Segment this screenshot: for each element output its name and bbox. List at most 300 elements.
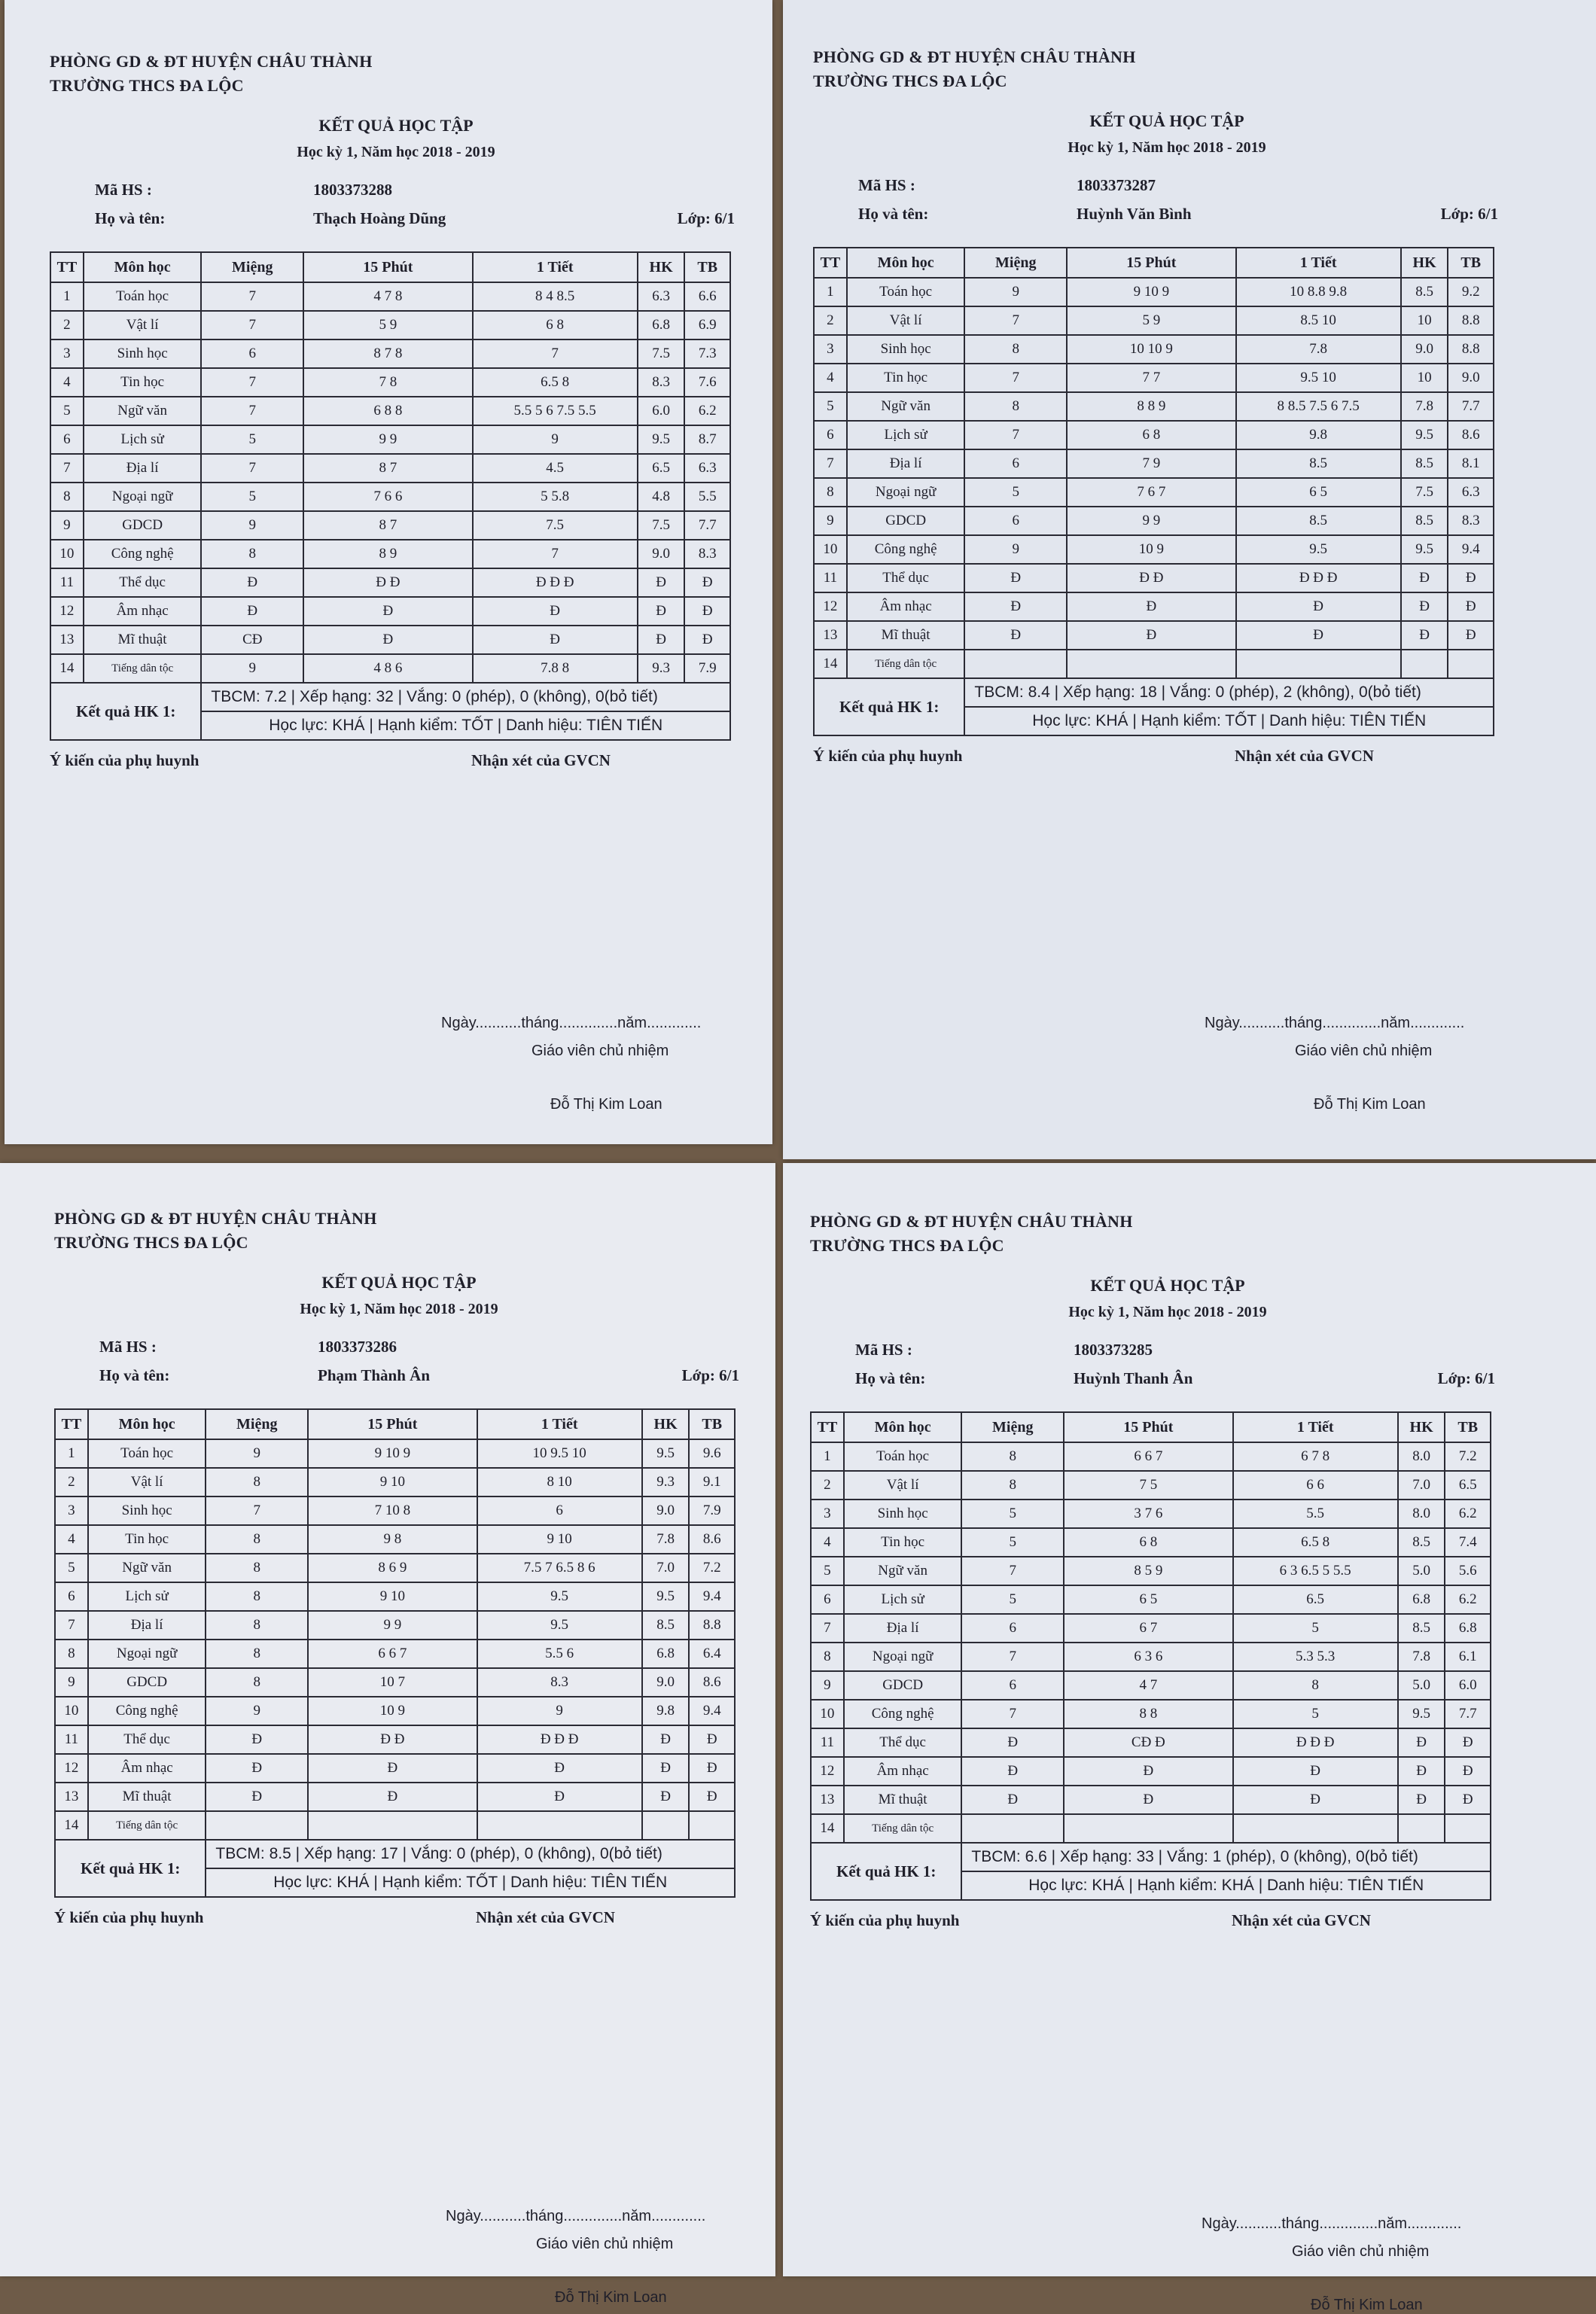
cell-subject: Sinh học: [844, 1500, 962, 1528]
report-card-sheet: [783, 0, 1596, 1159]
cell-subject: Lịch sử: [844, 1585, 962, 1614]
cell-oral: 5: [201, 483, 303, 511]
cell-hk: 8.3: [638, 368, 685, 397]
cell-oral: 7: [964, 306, 1067, 335]
table-row: [814, 449, 1494, 478]
class-label: Lớp: 6/1: [1437, 1369, 1495, 1387]
cell-hk: Đ: [1398, 1728, 1445, 1757]
cell-1period: 5.3 5.3: [1233, 1643, 1398, 1671]
cell-hk: 9.0: [638, 540, 685, 568]
cell-hk: 5.0: [1398, 1671, 1445, 1700]
comments-area: [54, 1908, 744, 1961]
cell-tb: [1448, 650, 1494, 678]
cell-hk: 8.0: [1398, 1442, 1445, 1471]
cell-15min: 8 8: [1064, 1700, 1232, 1728]
header-tb: TB: [1445, 1412, 1491, 1442]
cell-oral: Đ: [964, 621, 1067, 650]
cell-tb: 6.2: [1445, 1585, 1491, 1614]
cell-tb: 5.5: [684, 483, 730, 511]
table-row: [814, 507, 1494, 535]
cell-subject: Lịch sử: [847, 421, 965, 449]
cell-hk: 7.8: [1401, 392, 1448, 421]
table-row: [811, 1500, 1491, 1528]
header-subject: Môn học: [84, 252, 202, 282]
cell-15min: 4 7: [1064, 1671, 1232, 1700]
cell-tb: 8.8: [1448, 335, 1494, 364]
cell-1period: 9.5: [477, 1582, 642, 1611]
cell-hk: Đ: [642, 1783, 690, 1811]
cell-tb: [689, 1811, 735, 1840]
cell-subject: Toán học: [84, 282, 202, 311]
summary-line-2: Học lực: KHÁ | Hạnh kiểm: TỐT | Danh hiệu: TIÊN TIẾN: [964, 707, 1494, 735]
cell-1period: Đ: [473, 597, 638, 626]
teacher-role: Giáo viên chủ nhiệm: [531, 1043, 669, 1059]
table-row: [811, 1471, 1491, 1500]
cell-1period: 6 8: [473, 311, 638, 339]
teacher-name: Đỗ Thị Kim Loan: [550, 1096, 662, 1113]
table-row: [814, 306, 1494, 335]
table-row: [55, 1582, 735, 1611]
teacher-comment-label: Nhận xét của GVCN: [471, 751, 611, 769]
cell-1period: 6: [477, 1496, 642, 1525]
title-block: [813, 107, 1521, 160]
cell-1period: 6.5 8: [1233, 1528, 1398, 1557]
cell-subject: Tin học: [847, 364, 965, 392]
cell-hk: 9.5: [642, 1582, 690, 1611]
cell-15min: 9 10: [308, 1468, 477, 1496]
cell-oral: 8: [206, 1468, 308, 1496]
cell-15min: 7 6 6: [303, 483, 472, 511]
cell-tt: 9: [814, 507, 847, 535]
table-row: [55, 1439, 735, 1468]
cell-subject: Tin học: [88, 1525, 206, 1554]
student-id: 1803373287: [1077, 176, 1156, 194]
table-row: [50, 540, 730, 568]
cell-oral: 9: [201, 654, 303, 683]
cell-tb: 7.9: [689, 1496, 735, 1525]
cell-tt: 8: [811, 1643, 844, 1671]
student-id-label: Mã HS :: [99, 1338, 157, 1356]
cell-1period: Đ: [1236, 592, 1401, 621]
cell-hk: 8.5: [1401, 449, 1448, 478]
cell-15min: 6 8: [1067, 421, 1235, 449]
cell-subject: Địa lí: [84, 454, 202, 483]
cell-hk: 7.0: [1398, 1471, 1445, 1500]
cell-hk: 9.3: [642, 1468, 690, 1496]
cell-1period: Đ: [473, 626, 638, 654]
cell-15min: 7 7: [1067, 364, 1235, 392]
cell-1period: 8.5: [1236, 449, 1401, 478]
table-row: [814, 621, 1494, 650]
header-1period: 1 Tiết: [473, 252, 638, 282]
parent-opinion-label: Ý kiến của phụ huynh: [50, 751, 200, 769]
table-header-row: [55, 1409, 735, 1439]
cell-15min: 8 5 9: [1064, 1557, 1232, 1585]
cell-subject: Địa lí: [88, 1611, 206, 1640]
cell-tt: 7: [50, 454, 84, 483]
cell-1period: [1236, 650, 1401, 678]
cell-hk: 6.3: [638, 282, 685, 311]
student-id-label: Mã HS :: [95, 181, 152, 199]
cell-tb: 7.3: [684, 339, 730, 368]
cell-subject: Mĩ thuật: [88, 1783, 206, 1811]
cell-tb: Đ: [684, 568, 730, 597]
cell-tb: 6.6: [684, 282, 730, 311]
table-row: [814, 650, 1494, 678]
summary-row: [811, 1843, 1491, 1871]
table-row: [55, 1697, 735, 1725]
cell-1period: Đ: [1233, 1757, 1398, 1786]
cell-tb: Đ: [1445, 1728, 1491, 1757]
cell-1period: 5: [1233, 1700, 1398, 1728]
cell-tb: 7.2: [1445, 1442, 1491, 1471]
cell-oral: 7: [201, 454, 303, 483]
cell-tb: 8.6: [1448, 421, 1494, 449]
cell-1period: 8.3: [477, 1668, 642, 1697]
cell-tt: 12: [50, 597, 84, 626]
table-row: [55, 1611, 735, 1640]
cell-oral: 8: [206, 1525, 308, 1554]
cell-1period: 6 6: [1233, 1471, 1398, 1500]
grades-table: [810, 1411, 1491, 1901]
table-row: [811, 1757, 1491, 1786]
cell-oral: 5: [961, 1585, 1064, 1614]
cell-tb: 5.6: [1445, 1557, 1491, 1585]
department-name: PHÒNG GD & ĐT HUYỆN CHÂU THÀNH: [54, 1209, 377, 1228]
school-name: TRƯỜNG THCS ĐA LỘC: [54, 1233, 248, 1252]
table-row: [811, 1614, 1491, 1643]
cell-tb: Đ: [684, 597, 730, 626]
teacher-role: Giáo viên chủ nhiệm: [536, 2236, 674, 2252]
cell-tt: 14: [811, 1814, 844, 1843]
cell-oral: 9: [206, 1439, 308, 1468]
student-info: [54, 1338, 744, 1398]
teacher-comment-label: Nhận xét của GVCN: [476, 1908, 615, 1926]
cell-1period: [1233, 1814, 1398, 1843]
cell-hk: 8.5: [1398, 1614, 1445, 1643]
cell-tt: 2: [814, 306, 847, 335]
cell-tb: 6.2: [684, 397, 730, 425]
header-1period: 1 Tiết: [477, 1409, 642, 1439]
cell-15min: [1067, 650, 1235, 678]
cell-oral: Đ: [961, 1786, 1064, 1814]
cell-oral: 5: [961, 1528, 1064, 1557]
report-title: KẾT QUẢ HỌC TẬP: [321, 1273, 477, 1292]
cell-oral: 7: [961, 1557, 1064, 1585]
cell-tt: 6: [811, 1585, 844, 1614]
cell-tt: 7: [814, 449, 847, 478]
signature-block: [441, 1015, 701, 1113]
table-row: [50, 483, 730, 511]
cell-15min: 4 8 6: [303, 654, 472, 683]
cell-hk: 8.5: [1398, 1528, 1445, 1557]
cell-oral: 9: [964, 278, 1067, 306]
cell-tt: 1: [811, 1442, 844, 1471]
report-card-sheet: [783, 1163, 1596, 2313]
date-line: Ngày...........tháng..............năm.............: [446, 2208, 706, 2224]
cell-subject: Công nghệ: [844, 1700, 962, 1728]
cell-tb: [1445, 1814, 1491, 1843]
cell-1period: Đ: [477, 1783, 642, 1811]
cell-hk: 6.5: [638, 454, 685, 483]
cell-oral: 8: [961, 1442, 1064, 1471]
cell-hk: 10: [1401, 306, 1448, 335]
cell-1period: Đ: [477, 1754, 642, 1783]
cell-hk: Đ: [638, 626, 685, 654]
cell-1period: 7: [473, 540, 638, 568]
student-name: Phạm Thành Ân: [318, 1366, 431, 1384]
cell-1period: 8.5: [1236, 507, 1401, 535]
cell-15min: 8 7 8: [303, 339, 472, 368]
cell-subject: Ngoại ngữ: [88, 1640, 206, 1668]
department-name: PHÒNG GD & ĐT HUYỆN CHÂU THÀNH: [50, 52, 373, 71]
cell-tb: 6.3: [684, 454, 730, 483]
cell-tb: 8.7: [684, 425, 730, 454]
cell-tt: 14: [50, 654, 84, 683]
cell-subject: Ngoại ngữ: [844, 1643, 962, 1671]
teacher-name: Đỗ Thị Kim Loan: [555, 2289, 667, 2306]
cell-hk: 5.0: [1398, 1557, 1445, 1585]
cell-hk: 9.0: [642, 1496, 690, 1525]
cell-15min: 6 7: [1064, 1614, 1232, 1643]
cell-15min: 6 8 8: [303, 397, 472, 425]
sheet-content: [810, 1210, 1525, 2313]
cell-tt: 9: [811, 1671, 844, 1700]
cell-subject: Vật lí: [84, 311, 202, 339]
cell-hk: 10: [1401, 364, 1448, 392]
cell-tb: Đ: [1445, 1757, 1491, 1786]
student-name-label: Họ và tên:: [858, 205, 929, 223]
cell-subject: Ngữ văn: [847, 392, 965, 421]
table-row: [814, 478, 1494, 507]
cell-15min: 3 7 6: [1064, 1500, 1232, 1528]
cell-subject: GDCD: [84, 511, 202, 540]
cell-hk: Đ: [638, 568, 685, 597]
header-tb: TB: [1448, 248, 1494, 278]
cell-15min: 6 3 6: [1064, 1643, 1232, 1671]
cell-tb: 7.9: [684, 654, 730, 683]
cell-tb: 8.3: [1448, 507, 1494, 535]
department-name: PHÒNG GD & ĐT HUYỆN CHÂU THÀNH: [813, 47, 1136, 66]
cell-tb: 9.4: [689, 1582, 735, 1611]
cell-tb: Đ: [1448, 621, 1494, 650]
table-row: [811, 1786, 1491, 1814]
header-hk: HK: [1401, 248, 1448, 278]
cell-oral: 7: [206, 1496, 308, 1525]
title-block: [810, 1271, 1525, 1324]
cell-tt: 11: [55, 1725, 88, 1754]
teacher-name: Đỗ Thị Kim Loan: [1311, 2297, 1423, 2313]
header-15min: 15 Phút: [1064, 1412, 1232, 1442]
header-subject: Môn học: [847, 248, 965, 278]
cell-hk: 7.5: [638, 339, 685, 368]
table-row: [50, 311, 730, 339]
signature-block: [1202, 2215, 1461, 2314]
cell-hk: 6.0: [638, 397, 685, 425]
cell-subject: Địa lí: [847, 449, 965, 478]
result-label: Kết quả HK 1:: [55, 1840, 206, 1897]
summary-line-2: Học lực: KHÁ | Hạnh kiểm: KHÁ | Danh hiệu: TIÊN TIẾN: [961, 1871, 1491, 1900]
cell-15min: 8 6 9: [308, 1554, 477, 1582]
cell-subject: Âm nhạc: [84, 597, 202, 626]
cell-tb: 7.6: [684, 368, 730, 397]
cell-hk: 9.3: [638, 654, 685, 683]
cell-oral: 8: [206, 1554, 308, 1582]
table-row: [50, 654, 730, 683]
cell-1period: 8 10: [477, 1468, 642, 1496]
cell-15min: 7 10 8: [308, 1496, 477, 1525]
table-row: [811, 1528, 1491, 1557]
cell-15min: 6 8: [1064, 1528, 1232, 1557]
header-1period: 1 Tiết: [1233, 1412, 1398, 1442]
header-tt: TT: [814, 248, 847, 278]
cell-tb: 7.7: [1445, 1700, 1491, 1728]
cell-15min: 7 5: [1064, 1471, 1232, 1500]
cell-hk: 8.5: [642, 1611, 690, 1640]
cell-subject: Tiếng dân tộc: [88, 1811, 206, 1840]
cell-15min: CĐ Đ: [1064, 1728, 1232, 1757]
cell-1period: 7.8: [1236, 335, 1401, 364]
table-row: [55, 1554, 735, 1582]
cell-hk: 9.5: [1398, 1700, 1445, 1728]
student-name-label: Họ và tên:: [855, 1369, 926, 1387]
cell-15min: 5 9: [1067, 306, 1235, 335]
title-block: [50, 111, 742, 164]
cell-tb: 8.8: [1448, 306, 1494, 335]
cell-1period: 6 7 8: [1233, 1442, 1398, 1471]
cell-oral: 8: [961, 1471, 1064, 1500]
cell-tt: 6: [55, 1582, 88, 1611]
cell-tt: 3: [50, 339, 84, 368]
table-row: [811, 1728, 1491, 1757]
teacher-comment-label: Nhận xét của GVCN: [1232, 1911, 1371, 1929]
cell-hk: 9.5: [642, 1439, 690, 1468]
cell-15min: 9 10: [308, 1582, 477, 1611]
cell-subject: Sinh học: [84, 339, 202, 368]
cell-tt: 10: [50, 540, 84, 568]
comments-area: [810, 1911, 1525, 1964]
result-label: Kết quả HK 1:: [50, 683, 201, 740]
cell-1period: 5.5: [1233, 1500, 1398, 1528]
cell-1period: 9.8: [1236, 421, 1401, 449]
cell-oral: [206, 1811, 308, 1840]
cell-subject: Lịch sử: [88, 1582, 206, 1611]
cell-hk: Đ: [1401, 592, 1448, 621]
cell-15min: Đ: [303, 597, 472, 626]
table-header-row: [811, 1412, 1491, 1442]
cell-subject: Mĩ thuật: [847, 621, 965, 650]
comments-area: [813, 747, 1521, 799]
cell-15min: 5 9: [303, 311, 472, 339]
cell-tt: 1: [50, 282, 84, 311]
cell-15min: 9 10 9: [1067, 278, 1235, 306]
cell-tb: 6.0: [1445, 1671, 1491, 1700]
cell-tt: 14: [814, 650, 847, 678]
cell-tt: 1: [814, 278, 847, 306]
cell-tt: 13: [55, 1783, 88, 1811]
cell-tt: 4: [811, 1528, 844, 1557]
report-card-sheet: [0, 1163, 775, 2306]
comments-area: [50, 751, 742, 804]
cell-hk: 9.0: [642, 1668, 690, 1697]
cell-1period: 6 3 6.5 5 5.5: [1233, 1557, 1398, 1585]
sheet-content: [50, 50, 742, 1113]
sheet-content: [54, 1207, 744, 2306]
cell-subject: Ngoại ngữ: [84, 483, 202, 511]
result-label: Kết quả HK 1:: [814, 678, 964, 735]
summary-line-1: TBCM: 6.6 | Xếp hạng: 33 | Vắng: 1 (phép), 0 (không), 0(bỏ tiết): [961, 1843, 1491, 1871]
cell-1period: [477, 1811, 642, 1840]
cell-oral: Đ: [964, 564, 1067, 592]
cell-hk: 7.0: [642, 1554, 690, 1582]
cell-subject: Toán học: [844, 1442, 962, 1471]
cell-oral: Đ: [206, 1754, 308, 1783]
cell-tb: 7.7: [684, 511, 730, 540]
cell-tb: 9.4: [1448, 535, 1494, 564]
cell-tb: 7.4: [1445, 1528, 1491, 1557]
school-name: TRƯỜNG THCS ĐA LỘC: [810, 1236, 1004, 1255]
cell-15min: Đ Đ: [1067, 564, 1235, 592]
cell-15min: Đ: [1064, 1757, 1232, 1786]
cell-tt: 3: [814, 335, 847, 364]
cell-15min: 9 10 9: [308, 1439, 477, 1468]
cell-tt: 13: [50, 626, 84, 654]
header-hk: HK: [1398, 1412, 1445, 1442]
student-id: 1803373286: [318, 1338, 397, 1356]
school-name: TRƯỜNG THCS ĐA LỘC: [813, 72, 1007, 90]
cell-subject: GDCD: [88, 1668, 206, 1697]
cell-tb: 6.1: [1445, 1643, 1491, 1671]
header-oral: Miệng: [201, 252, 303, 282]
class-label: Lớp: 6/1: [681, 1366, 739, 1384]
cell-oral: Đ: [961, 1757, 1064, 1786]
summary-line-1: TBCM: 8.5 | Xếp hạng: 17 | Vắng: 0 (phép), 0 (không), 0(bỏ tiết): [206, 1840, 735, 1868]
cell-tb: Đ: [684, 626, 730, 654]
title-block: [54, 1268, 744, 1321]
student-info: [810, 1341, 1525, 1401]
department-name: PHÒNG GD & ĐT HUYỆN CHÂU THÀNH: [810, 1212, 1133, 1231]
cell-hk: 9.5: [638, 425, 685, 454]
cell-tb: 9.6: [689, 1439, 735, 1468]
table-row: [50, 511, 730, 540]
cell-1period: 10 9.5 10: [477, 1439, 642, 1468]
cell-tt: 7: [55, 1611, 88, 1640]
grades-table: [50, 251, 731, 741]
cell-oral: 6: [964, 507, 1067, 535]
cell-oral: 8: [206, 1611, 308, 1640]
table-row: [811, 1671, 1491, 1700]
student-id-label: Mã HS :: [855, 1341, 912, 1359]
cell-15min: 4 7 8: [303, 282, 472, 311]
header-15min: 15 Phút: [308, 1409, 477, 1439]
cell-oral: 7: [201, 282, 303, 311]
cell-subject: Âm nhạc: [88, 1754, 206, 1783]
cell-tb: 6.4: [689, 1640, 735, 1668]
cell-subject: Sinh học: [847, 335, 965, 364]
student-id-label: Mã HS :: [858, 176, 915, 194]
cell-tb: Đ: [1448, 564, 1494, 592]
report-subtitle: Học kỳ 1, Năm học 2018 - 2019: [297, 144, 495, 160]
cell-oral: 8: [206, 1582, 308, 1611]
summary-row: [55, 1840, 735, 1868]
cell-1period: 9.5 10: [1236, 364, 1401, 392]
table-row: [811, 1700, 1491, 1728]
cell-15min: Đ Đ: [308, 1725, 477, 1754]
cell-hk: 6.8: [638, 311, 685, 339]
cell-1period: Đ: [1236, 621, 1401, 650]
cell-hk: 7.5: [638, 511, 685, 540]
cell-15min: Đ: [303, 626, 472, 654]
